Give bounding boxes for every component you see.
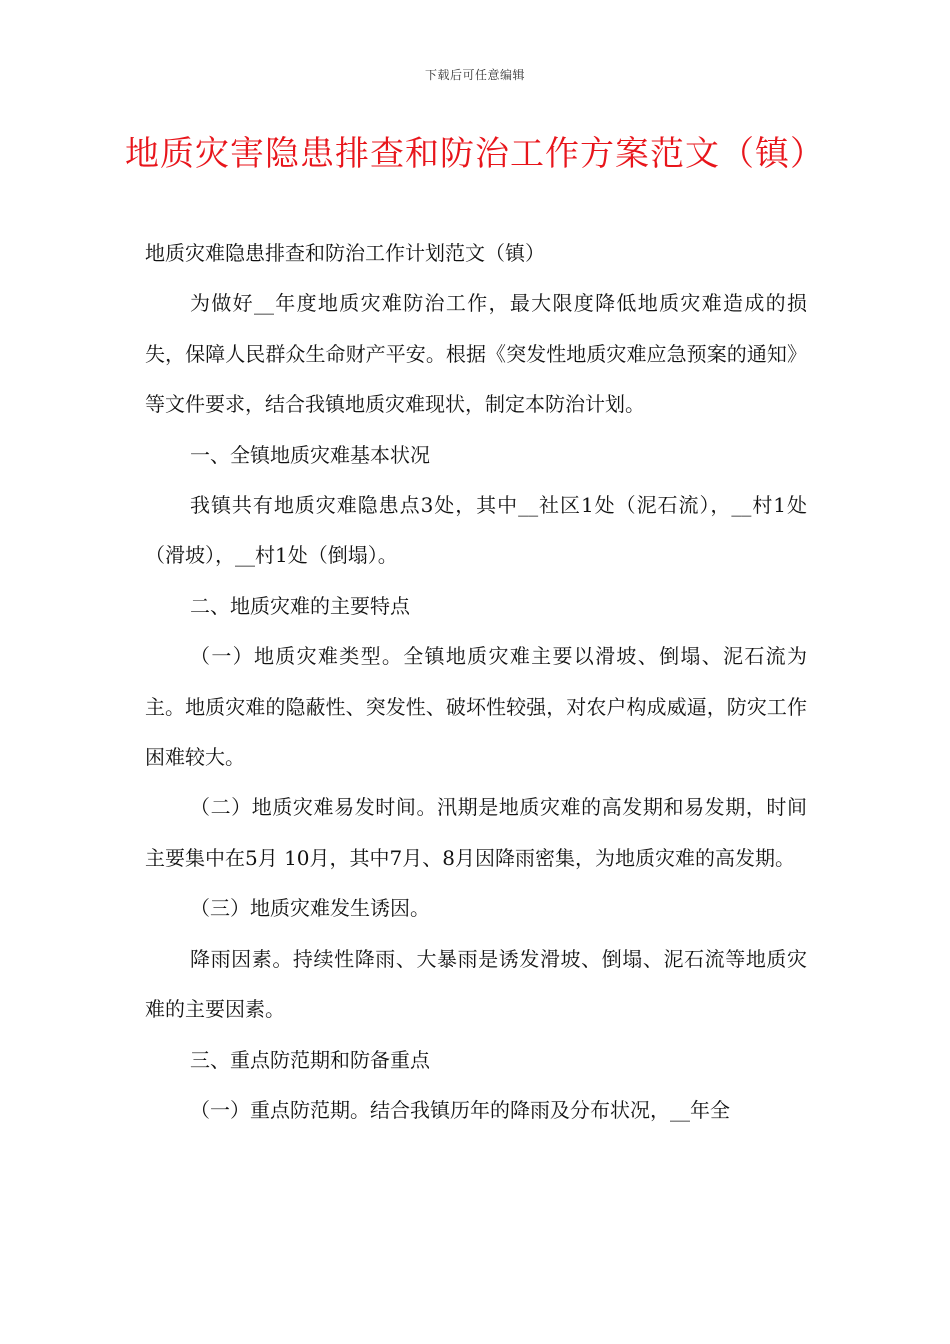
- document-subtitle: 地质灾难隐患排查和防治工作计划范文（镇）: [145, 241, 545, 265]
- header-note: 下载后可任意编辑: [424, 68, 525, 82]
- document-body: [145, 228, 807, 1135]
- section-heading-2: 二、地质灾难的主要特点: [190, 593, 410, 618]
- paragraph-rainfall-factor: 降雨因素。持续性降雨、大暴雨是诱发滑坡、倒塌、泥石流等地质灾难的主要因素。: [145, 946, 807, 1022]
- paragraph-hazard-cause: （三）地质灾难发生诱因。: [190, 896, 430, 921]
- paragraph-hazard-period: （二）地质灾难易发时间。汛期是地质灾难的高发期和易发期，时间主要集中在5月 10月，其中7月、8月因降雨密集，为地质灾难的高发期。: [145, 795, 807, 870]
- paragraph-intro: 为做好__年度地质灾难防治工作，最大限度降低地质灾难造成的损失，保障人民群众生命财产平安。根据《突发性地质灾难应急预案的通知》等文件要求，结合我镇地质灾难现状，制定本防治计划。: [145, 291, 807, 417]
- paragraph-hazard-type: （一）地质灾难类型。全镇地质灾难主要以滑坡、倒塌、泥石流为主。地质灾难的隐蔽性、突发性、破坏性较强，对农户构成威逼，防灾工作困难较大。: [145, 644, 807, 770]
- section-heading-3: 三、重点防范期和防备重点: [190, 1047, 430, 1072]
- paragraph-hazard-points: 我镇共有地质灾难隐患点3处，其中__社区1处（泥石流），__村1处（滑坡），__村1处（倒塌）。: [145, 493, 807, 568]
- paragraph-prevention-period: （一）重点防范期。结合我镇历年的降雨及分布状况，__年全: [190, 1097, 730, 1122]
- section-heading-1: 一、全镇地质灾难基本状况: [190, 442, 430, 467]
- document-title: 地质灾害隐患排查和防治工作方案范文（镇）: [125, 134, 825, 174]
